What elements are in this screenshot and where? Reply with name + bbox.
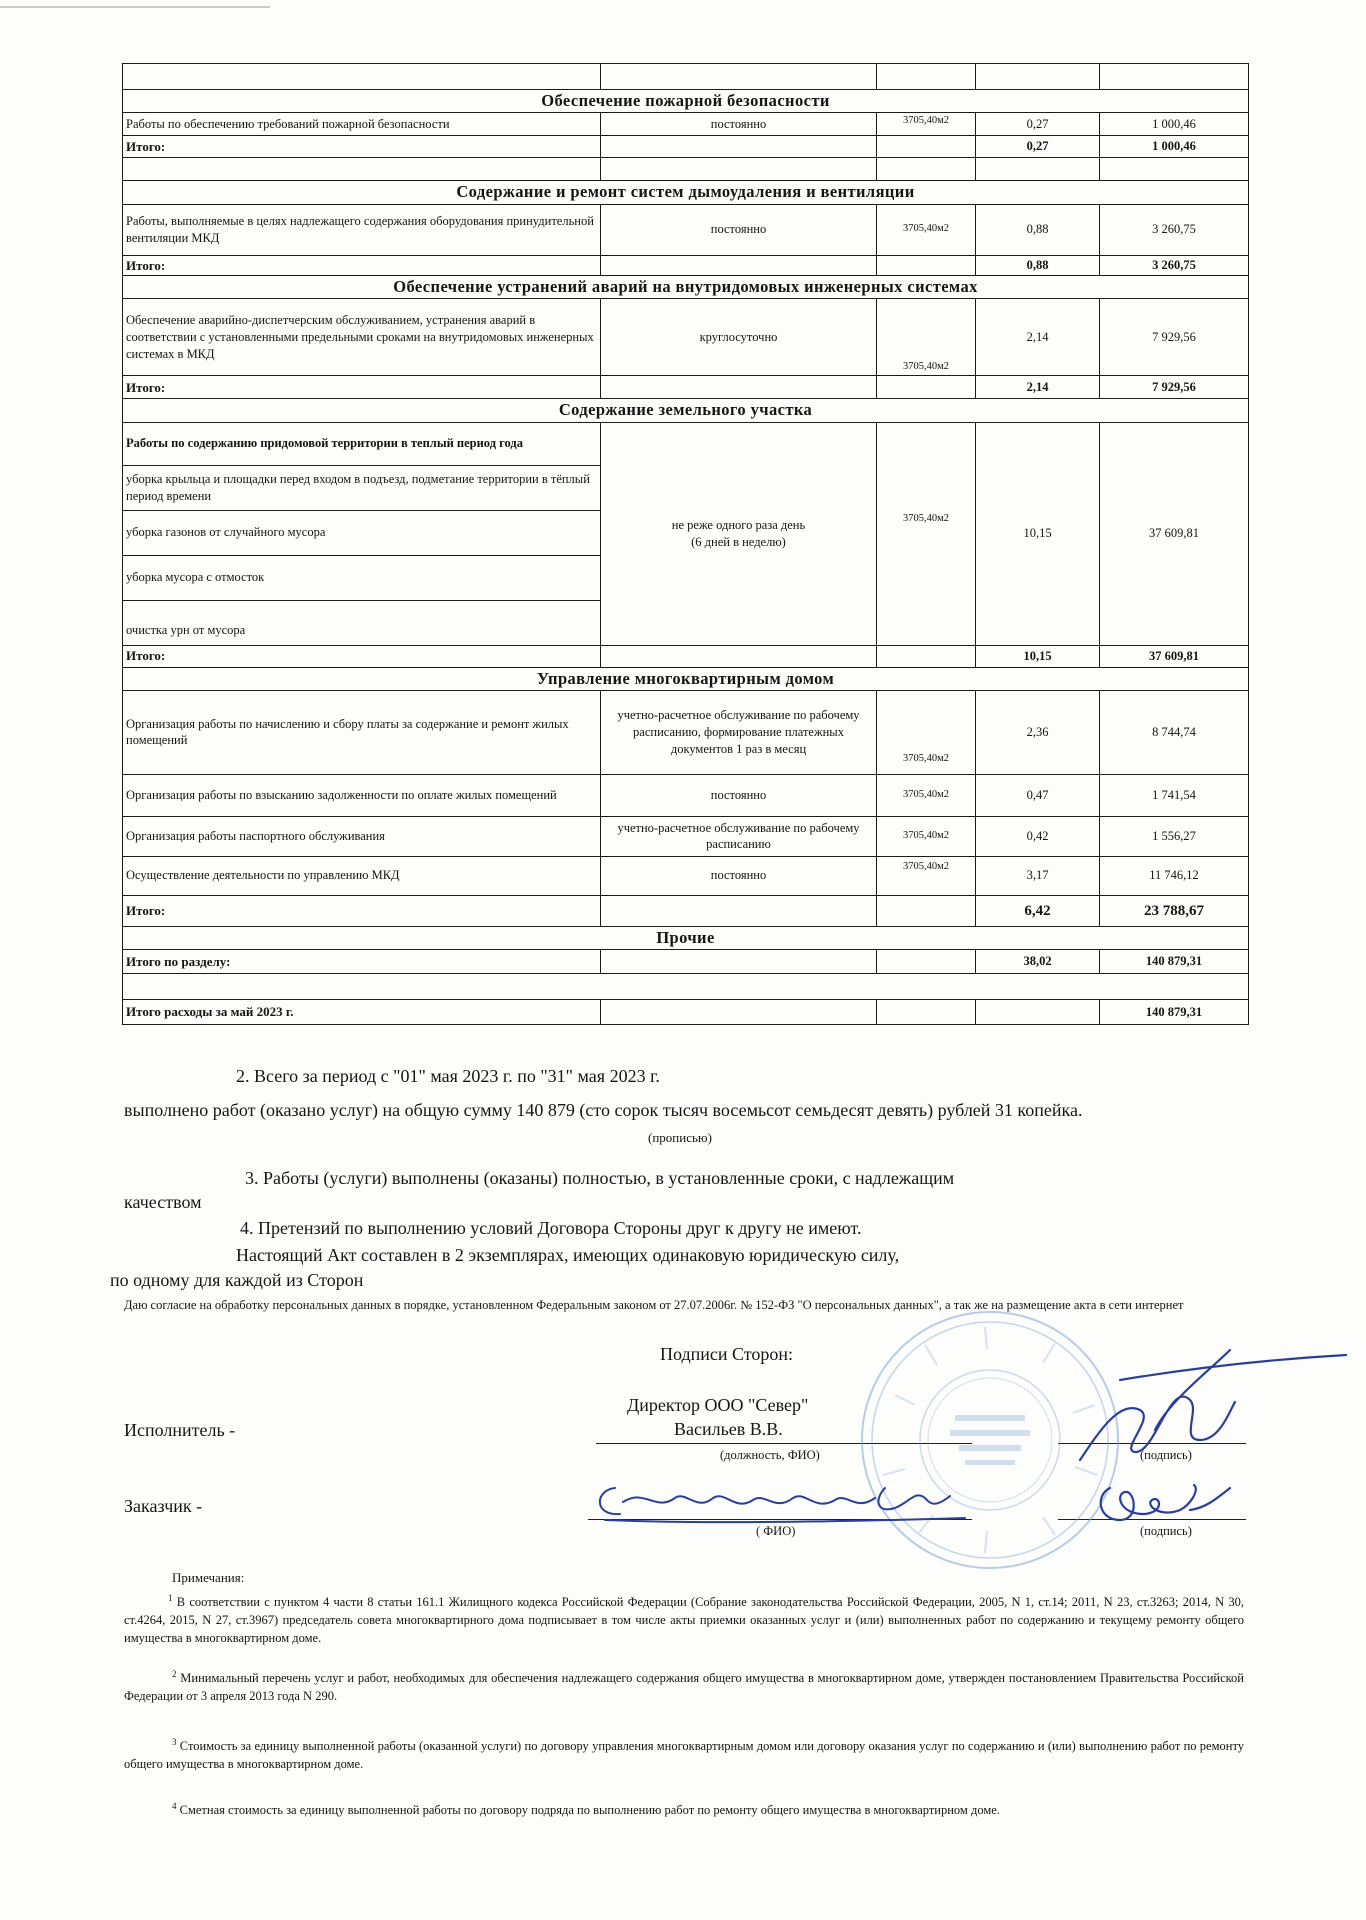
table-row: Работы по содержанию придомовой территории в теплый период года не реже одного раза день (6 дней в неделю) 3705,40м2 10,15 37 609,81 <box>123 422 1249 465</box>
table-row: уборка крыльца и площадки перед входом в подъезд, подметание территории в тёплый период времени <box>123 465 1249 510</box>
position-caption: (должность, ФИО) <box>720 1448 820 1462</box>
note-4-text: Сметная стоимость за единицу выполненной работы по договору подряда по выполнению работ по ремонту общего имущества в многоквартирном доме. <box>179 1803 1000 1818</box>
paragraph-5-cont: по одному для каждой из Сторон <box>110 1270 364 1290</box>
table-row <box>123 158 1249 181</box>
table-row: Организация работы по взысканию задолженности по оплате жилых помещений постоянно 3705,40м2 0,47 1 741,54 <box>123 774 1249 816</box>
note-2-text: Минимальный перечень услуг и работ, необходимых для обеспечения надлежащего содержания общего имущества в многоквартирном доме, утвержден постановлением Правительства Российской Федерации от 3 апреля 2013 года N 290. <box>124 1671 1244 1704</box>
section-header-emergency: Обеспечение устранений аварий на внутридомовых инженерных системах <box>123 276 1249 299</box>
note-1-text: В соответствии с пунктом 4 части 8 статьи 161.1 Жилищного кодекса Российской Федерации (Собрание законодательства Российской Федерации, 2005, N 1, ст.14; 2011, N 23, ст.3263; 2014, N 30, ст.4264, 2015, N 27, ст.3967) председатель совета многоквартирного дома подписывает в том числе акты приемки оказанных услуг и (или) выполненных работ по содержанию и текущему ремонту общего имущества в многоквартирном доме. <box>124 1595 1245 1646</box>
executor-signature-icon <box>1060 1340 1350 1470</box>
act-table <box>122 63 1249 1025</box>
propisyu-caption: (прописью) <box>648 1130 712 1145</box>
note-4 <box>124 1800 1244 1819</box>
table-row: уборка мусора с отмосток <box>123 555 1249 600</box>
consent-text: Даю согласие на обработку персональных данных в порядке, установленном Федеральным законом от 27.07.2006г. № 152-ФЗ "О персональных данных", а так же на размещение акта в сети интернет <box>124 1298 1184 1312</box>
executor-name: Васильев В.В. <box>674 1419 783 1439</box>
executor-position: Директор ООО "Север" <box>627 1395 809 1415</box>
customer-signature-icon <box>1090 1470 1240 1530</box>
note-3-text: Стоимость за единицу выполненной работы (оказанной услуги) по договору управления многоквартирным домом или договору оказания услуг по содержанию и (или) выполнению работ по ремонту общего имущества в многоквартирном доме. <box>124 1739 1245 1772</box>
land-period: не реже одного раза день <box>671 517 806 532</box>
customer-name-handwritten-icon <box>585 1468 985 1528</box>
table-row: очистка урн от мусора <box>123 600 1249 645</box>
fio-caption: ( ФИО) <box>756 1524 796 1538</box>
section-total-row: Итого по разделу: 38,02 140 879,31 <box>123 950 1249 974</box>
section-header-other: Прочие <box>123 926 1249 949</box>
paragraph-3: 3. Работы (услуги) выполнены (оказаны) полностью, в установленные сроки, с надлежащим <box>245 1168 955 1188</box>
table-row: Работы по обеспечению требований пожарной безопасности постоянно 3705,40м2 0,27 1 000,46 <box>123 113 1249 136</box>
signature-caption-2: (подпись) <box>1140 1524 1192 1538</box>
section-header-management: Управление многоквартирным домом <box>123 667 1249 690</box>
note-2-marker: 2 <box>172 1669 177 1679</box>
total-row: Итого: 0,27 1 000,46 <box>123 136 1249 158</box>
table-row: Обеспечение аварийно-диспетчерским обслуживанием, устранения аварий в соответствии с установленными предельными сроками на внутридомовых инженерных системах в МКД круглосуточно 3705,40м2 2,14 7 929,56 <box>123 299 1249 376</box>
note-2 <box>124 1668 1244 1705</box>
section-header-land: Содержание земельного участка <box>123 399 1249 422</box>
land-period-cell <box>601 422 877 645</box>
table-row: Осуществление деятельности по управлению МКД постоянно 3705,40м2 3,17 11 746,12 <box>123 856 1249 895</box>
paragraph-5: Настоящий Акт составлен в 2 экземплярах, имеющих одинаковую юридическую силу, <box>236 1245 900 1265</box>
land-period-note: (6 дней в неделю) <box>691 534 786 549</box>
note-4-marker: 4 <box>172 1801 177 1811</box>
note-1 <box>124 1592 1244 1648</box>
executor-label: Исполнитель - <box>124 1420 236 1440</box>
paragraph-3-cont: качеством <box>124 1192 202 1212</box>
table-row: Организация работы паспортного обслуживания учетно-расчетное обслуживание по рабочему расписанию 3705,40м2 0,42 1 556,27 <box>123 816 1249 856</box>
section-header-fire: Обеспечение пожарной безопасности <box>123 90 1249 113</box>
total-row: Итого: 10,15 37 609,81 <box>123 645 1249 667</box>
month-total-row: Итого расходы за май 2023 г. 140 879,31 <box>123 1000 1249 1025</box>
table-row: Организация работы по начислению и сбору платы за содержание и ремонт жилых помещений учетно-расчетное обслуживание по рабочему расписанию, формирование платежных документов 1 раз в месяц 3705,40м2 2,36 8 744,74 <box>123 690 1249 774</box>
paragraph-2: 2. Всего за период с "01" мая 2023 г. по "31" мая 2023 г. <box>236 1066 660 1086</box>
scan-edge-line <box>0 6 270 8</box>
note-1-marker: 1 <box>168 1593 173 1603</box>
note-3 <box>124 1736 1244 1773</box>
total-row: Итого: 6,42 23 788,67 <box>123 895 1249 926</box>
table-row <box>123 974 1249 1000</box>
signature-caption: (подпись) <box>1140 1448 1192 1462</box>
table-row: уборка газонов от случайного мусора <box>123 510 1249 555</box>
notes-title: Примечания: <box>172 1570 245 1585</box>
table-row: Работы, выполняемые в целях надлежащего содержания оборудования принудительной вентиляции МКД постоянно 3705,40м2 0,88 3 260,75 <box>123 204 1249 255</box>
paragraph-4: 4. Претензий по выполнению условий Договора Стороны друг к другу не имеют. <box>240 1218 862 1238</box>
table-row <box>123 64 1249 90</box>
section-header-ventilation: Содержание и ремонт систем дымоудаления и вентиляции <box>123 181 1249 204</box>
note-3-marker: 3 <box>172 1737 177 1747</box>
customer-label: Заказчик - <box>124 1496 203 1516</box>
total-row: Итого: 0,88 3 260,75 <box>123 255 1249 276</box>
signatures-heading: Подписи Сторон: <box>660 1344 794 1364</box>
paragraph-2-sum: выполнено работ (оказано услуг) на общую сумму 140 879 (сто сорок тысяч восемьсот семьдесят девять) рублей 31 копейка. <box>124 1100 1083 1120</box>
total-row: Итого: 2,14 7 929,56 <box>123 376 1249 399</box>
